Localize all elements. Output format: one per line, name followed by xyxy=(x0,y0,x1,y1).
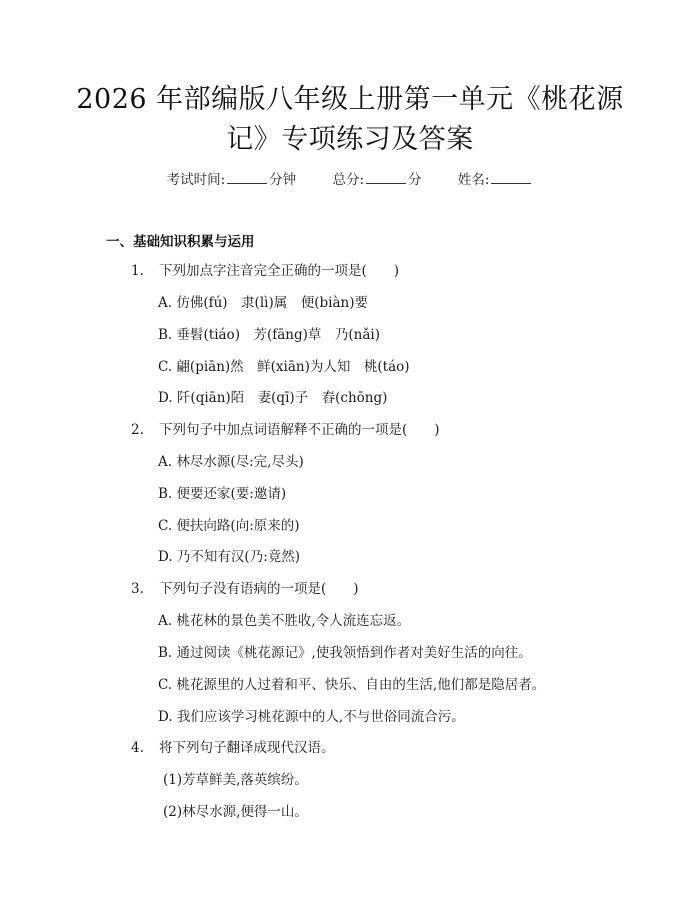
total-score-label: 总分: xyxy=(332,172,365,188)
question-2 xyxy=(131,420,440,440)
question-stem: 下列句子中加点词语解释不正确的一项是( ) xyxy=(159,422,440,438)
question-number: 3. xyxy=(131,581,144,597)
exam-time-unit: 分钟 xyxy=(269,172,297,188)
option-a: A. 桃花林的景色美不胜收,令人流连忘返。 xyxy=(158,613,411,629)
question-3 xyxy=(131,579,359,599)
question-number: 4. xyxy=(131,740,144,756)
section-heading: 一、基础知识积累与运用 xyxy=(106,234,255,250)
question-1 xyxy=(131,261,399,281)
exam-time xyxy=(167,168,297,188)
total-score-blank[interactable] xyxy=(366,171,406,184)
question-number: 2. xyxy=(131,422,144,438)
option-c: C. 便扶向路(向:原来的) xyxy=(158,518,300,534)
option-d: D. 乃不知有汉(乃:竟然) xyxy=(158,549,301,565)
option-a: A. 仿佛(fú) 隶(lì)属 便(biàn)要 xyxy=(158,295,368,311)
total-score-unit: 分 xyxy=(408,172,422,188)
student-name xyxy=(458,168,534,188)
option-c: C. 翩(piān)然 鲜(xiān)为人知 桃(táo) xyxy=(158,359,410,375)
total-score xyxy=(332,168,421,188)
question-stem: 下列加点字注音完全正确的一项是( ) xyxy=(159,263,400,279)
option-a: A. 林尽水源(尽:完,尽头) xyxy=(158,454,304,470)
question-stem: 将下列句子翻译成现代汉语。 xyxy=(159,740,335,756)
question-stem: 下列句子没有语病的一项是( ) xyxy=(159,581,359,597)
document-title-line-1: 2026 年部编版八年级上册第一单元《桃花源 xyxy=(76,84,624,115)
option-c: C. 桃花源里的人过着和平、快乐、自由的生活,他们都是隐居者。 xyxy=(158,677,546,693)
option-b: B. 垂髫(tiáo) 芳(fāng)草 乃(nǎi) xyxy=(158,327,380,343)
option-b: B. 通过阅读《桃花源记》,使我领悟到作者对美好生活的向往。 xyxy=(158,645,532,661)
exam-time-blank[interactable] xyxy=(227,171,267,184)
question-4 xyxy=(131,738,335,758)
option-d: D. 我们应该学习桃花源中的人,不与世俗同流合污。 xyxy=(158,709,465,725)
exam-time-label: 考试时间: xyxy=(166,172,226,188)
student-name-label: 姓名: xyxy=(457,172,490,188)
sub-item-2: (2)林尽水源,便得一山。 xyxy=(163,804,308,820)
option-b: B. 便要还家(要:邀请) xyxy=(158,486,287,502)
document-title-line-2: 记》专项练习及答案 xyxy=(226,124,474,155)
question-number: 1. xyxy=(131,263,144,279)
sub-item-1: (1)芳草鲜美,落英缤纷。 xyxy=(163,772,308,788)
option-d: D. 阡(qiān)陌 妻(qī)子 舂(chōng) xyxy=(158,390,388,406)
student-name-blank[interactable] xyxy=(491,171,531,184)
exam-meta xyxy=(0,168,700,188)
